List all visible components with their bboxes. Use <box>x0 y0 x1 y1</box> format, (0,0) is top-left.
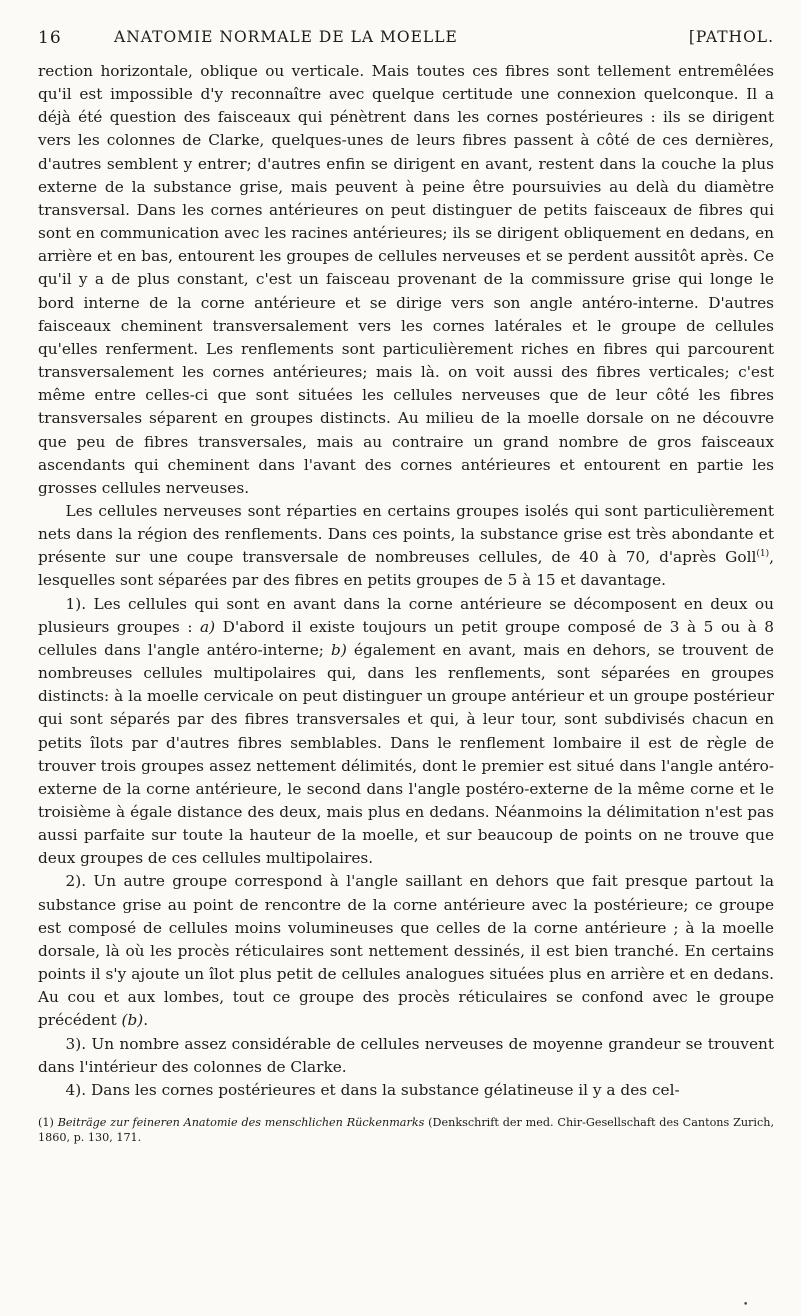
item-b-text: également en avant, mais en dehors, se trouvent de nombreuses cellules multipolaires qui, dans les renflements, sont séparées en groupes distincts: à la moelle cervicale on peut distinguer un groupe antérieur et un groupe postérieur qui sont séparés par des fibres transversales et qui, à leur tour, sont subdivisés chacun en petits îlots par d'autres fibres semblables. Dans le renflement lombaire il est de règle de trouver trois groupes assez nettement délimités, dont le premier est situé dans l'angle antéro-externe de la corne antérieure, le second dans l'angle postéro-externe de la même corne et le troisième à égale distance des deux, mais plus en dedans. Néanmoins la délimitation n'est pas aussi parfaite sur toute la hauteur de la moelle, et sur beaucoup de points on ne trouve que deux groupes de ces cellules multipolaires. <box>38 640 774 868</box>
item-a-text: D'abord il existe toujours un petit groupe composé de 3 à 5 ou à 8 cellules dans l'angle antéro-interne; <box>38 617 774 659</box>
paragraph-4: 2). Un autre groupe correspond à l'angle saillant en dehors que fait presque partout la substance grise au point de rencontre de la corne antérieure avec la postérieure; ce groupe est composé de cellules moins volumineuses que celles de la corne antérieure ; à la moelle dorsale, là où les procès réticulaires sont nettement dessinés, il est bien tranché. En certains points il s'y ajoute un îlot plus petit de cellules analogues situées plus en arrière et en dedans. Au cou et aux lombes, tout ce groupe des procès réticulaires se confond avec le groupe précédent (b). <box>38 872 774 1030</box>
page-speck: • <box>743 1300 749 1310</box>
paragraph-2-tail: , lesquelles sont séparées par des fibres en petits groupes de 5 à 15 et davantage. <box>38 548 774 590</box>
paragraph-4-text: 2). Un autre groupe correspond à l'angle saillant en dehors que fait presque partout la substance grise au point de rencontre de la corne antérieure avec la postérieure; ce groupe est composé de cellules moins volumineuses que celles de la corne antérieure ; à la moelle dorsale, là où les procès réticulaires sont nettement dessinés, il est bien tranché. En certains points il s'y ajoute un îlot plus petit de cellules analogues situées plus en arrière et en dedans. Au cou et aux lombes, tout ce groupe des procès réticulaires se confond avec le groupe précédent <box>38 872 774 1030</box>
paragraph-4-ref: (b) <box>121 1011 144 1030</box>
footnote <box>38 1116 774 1145</box>
footnote-reference: (1) <box>756 549 770 560</box>
paragraph-2-text: Les cellules nerveuses sont réparties en certains groupes isolés qui sont particulièrement nets dans la région des renflements. Dans ces points, la substance grise est très abondante et présente sur une coupe transversale de nombreuses cellules, de 40 à 70, d'après Goll <box>38 501 774 567</box>
paragraph-6: 4). Dans les cornes postérieures et dans la substance gélatineuse il y a des cel- <box>65 1080 680 1099</box>
paragraph-1: rection horizontale, oblique ou verticale. Mais toutes ces fibres sont tellement entremêlées qu'il est impossible d'y reconnaître avec quelque certitude une connexion quelconque. Il a déjà été question des faisceaux qui pénètrent dans les cornes postérieures : ils se dirigent vers les colonnes de Clarke, quelques-unes de leurs fibres passent à côté de ces dernières, d'autres semblent y entrer; d'autres enfin se dirigent en avant, restent dans la couche la plus externe de la substance grise, mais peuvent à peine être poursuivies au delà du diamètre transversal. Dans les cornes antérieures on peut distinguer de petits faisceaux de fibres qui sont en communication avec les racines antérieures; ils se dirigent obliquement en dedans, en arrière et en bas, entourent les groupes de cellules nerveuses et se perdent aussitôt après. Ce qu'il y a de plus constant, c'est un faisceau provenant de la commissure grise qui longe le bord interne de la corne antérieure et se dirige vers son angle antéro-interne. D'autres faisceaux cheminent transversalement vers les cornes latérales et le groupe de cellules qu'elles renferment. Les renflements sont particulièrement riches en fibres qui parcourent transversalement les cornes antérieures; mais là. on voit aussi des fibres verticales; c'est même entre celles-ci que sont situées les cellules nerveuses que de leur côté les fibres transversales séparent en groupes distincts. Au milieu de la moelle dorsale on ne découvre que peu de fibres transversales, mais au contraire un grand nombre de gros faisceaux ascendants qui cheminent dans l'avant des cornes antérieures et entourent en partie les grosses cellules nerveuses. <box>38 62 774 497</box>
paragraph-3 <box>38 593 774 871</box>
paragraph-2 <box>38 500 774 593</box>
section-label: [PATHOL. <box>688 28 774 46</box>
footnote-rest: (Denkschrift der med. Chir-Gesellschaft des Cantons Zurich, 1860, p. 130, 171. <box>38 1116 774 1144</box>
item-b-label: b) <box>331 640 347 659</box>
page-number: 16 <box>38 28 62 48</box>
running-title: ANATOMIE NORMALE DE LA MOELLE <box>114 28 458 46</box>
body-text <box>38 60 774 1102</box>
item-a-label: a) <box>200 617 216 636</box>
paragraph-3-intro: 1). Les cellules qui sont en avant dans la corne antérieure se décomposent en deux ou plusieurs groupes : <box>38 594 774 636</box>
footnote-mark: (1) <box>38 1116 54 1130</box>
paragraph-5: 3). Un nombre assez considérable de cellules nerveuses de moyenne grandeur se trouvent dans l'intérieur des colonnes de Clarke. <box>38 1034 774 1076</box>
page <box>38 28 774 1145</box>
footnote-title: Beiträge zur feineren Anatomie des menschlichen Rückenmarks <box>57 1116 425 1130</box>
running-header <box>38 28 774 58</box>
